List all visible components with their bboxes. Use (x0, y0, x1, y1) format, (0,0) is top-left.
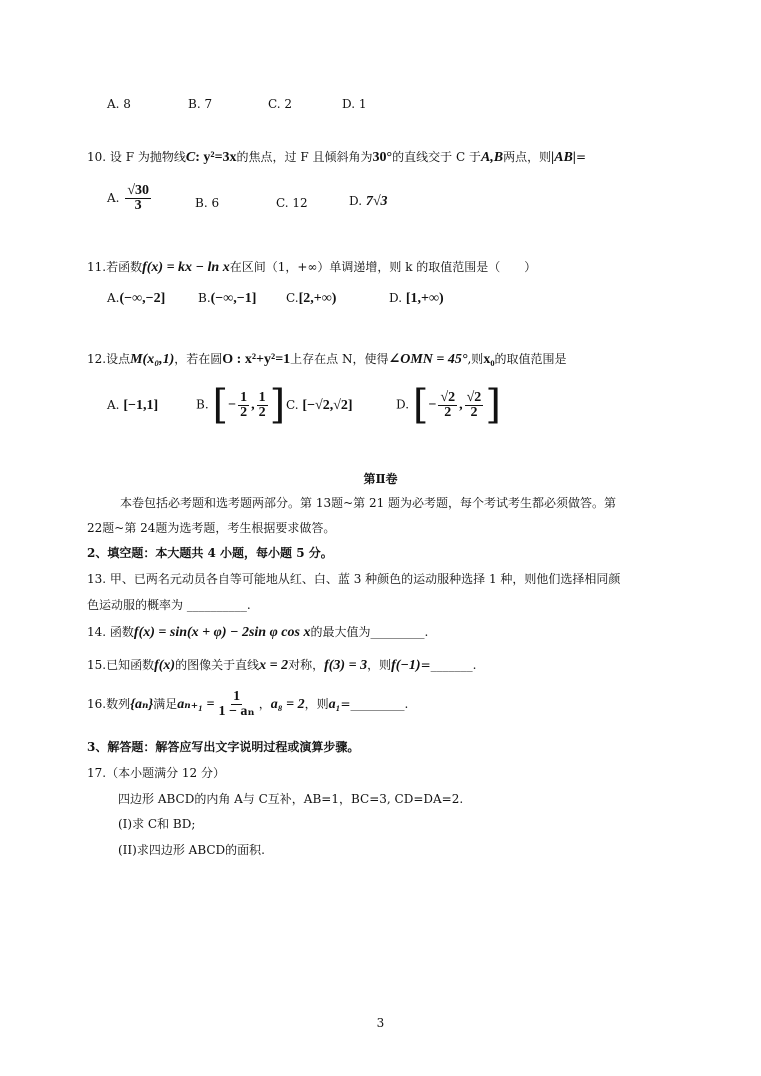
q12-option-c-label: C. (286, 398, 299, 412)
q15-mid1: 的图像关于直线 (175, 658, 260, 672)
q16-numerator: 1 (233, 689, 241, 704)
q11-option-a-value: (−∞,−2] (119, 291, 166, 306)
question-11-stem (87, 259, 536, 276)
q14-function: f(x) = sin(x + φ) − 2sin φ cos x (133, 625, 311, 640)
q16-mid3: ，则 (304, 697, 329, 711)
q15-ask: f(−1) (391, 658, 421, 673)
q12-option-d-frac1-num: √2 (440, 389, 456, 405)
q10-option-b: B. 6 (195, 196, 220, 210)
q15-mid3: ，则 (367, 658, 392, 672)
q12-option-b-frac2 (257, 391, 268, 420)
question-17-title: 17.（本小题满分 12 分） (87, 766, 225, 780)
question-17-stem: 四边形 ABCD的内角 A与 C互补，AB=1，BC=3, CD=DA=2. (118, 792, 464, 806)
q15-suffix: =_______. (420, 658, 477, 672)
q15-line-eq: x = 2 (259, 658, 289, 673)
page-number: 3 (376, 1016, 385, 1030)
q12-option-a-value: [−1,1] (123, 398, 159, 413)
q12-option-b-label: B. (196, 397, 209, 412)
q10-option-a-denominator: 3 (134, 198, 142, 213)
q12-mid3: ,则 (467, 352, 484, 366)
q12-option-b-minus: − (228, 397, 237, 413)
q12-option-b-frac1 (238, 391, 249, 420)
question-13-line-1: 13. 甲、已两名元动员各自等可能地从红、白、蓝 3 种颜色的运动服种选择 1 种，则他们选择相同颜 (87, 572, 621, 586)
q10-option-d (349, 193, 388, 210)
q15-mid2: 对称， (288, 658, 325, 672)
question-13-line-2: 色运动服的概率为 __________. (87, 598, 251, 612)
q16-fraction (216, 690, 256, 719)
q15-prefix: 15.已知函数 (87, 658, 155, 672)
q11-option-c-value: [2,+∞) (298, 291, 337, 306)
q16-prefix: 16.数列 (87, 697, 131, 711)
q12-option-b-frac2-num: 1 (258, 389, 266, 405)
question-14 (87, 624, 428, 641)
q10-mid1: 的焦点，过 F 且倾斜角为 (236, 150, 373, 164)
q16-ask: a₁ (328, 697, 341, 712)
q10-option-a-label: A. (107, 191, 120, 205)
q12-option-d-comma: , (459, 397, 463, 413)
q10-prefix: 10. 设 F 为抛物线 (87, 150, 186, 164)
question-12-stem (87, 351, 567, 368)
q12-option-a (107, 397, 158, 414)
q10-abs: |AB| (551, 150, 576, 165)
q11-option-a (107, 290, 165, 307)
q10-mid2: 的直线交于 C 于 (392, 150, 481, 164)
q16-mid1: 满足 (153, 697, 178, 711)
q12-option-d-right-bracket: ] (485, 382, 501, 428)
q16-lhs: aₙ₊₁ = (177, 697, 215, 712)
q12-circle: O : x²+y²=1 (222, 352, 291, 367)
q12-option-b-right-bracket: ] (269, 382, 286, 428)
q16-denominator: 1 − aₙ (218, 704, 255, 719)
q11-option-b-label: B. (198, 291, 211, 305)
q11-option-c-label: C. (286, 291, 299, 305)
part-2-intro-line-1: 本卷包括必考题和选考题两部分。第 13题~第 21 题为必考题，每个考试考生都必须做答。第 (120, 496, 617, 510)
q12-mid1: ，若在圆 (174, 352, 223, 366)
q11-prefix: 11.若函数 (87, 260, 143, 274)
question-10-stem (87, 149, 586, 166)
part-2-intro-line-2: 22题~第 24题为选考题，考生根据要求做答。 (87, 521, 336, 535)
q12-option-d-frac2-den: 2 (470, 404, 478, 420)
q12-option-d-frac2-num: √2 (466, 389, 482, 405)
q12-angle: ∠OMN = 45° (388, 352, 468, 367)
question-17-part-1: (I)求 C和 BD; (118, 817, 196, 831)
q10-curve-name: C (185, 150, 196, 165)
q11-mid: 在区间（1，+∞）单调递增，则 k 的取值范围是（ ） (229, 260, 537, 274)
q9-option-c: C. 2 (268, 97, 293, 111)
q10-option-d-value: 7√3 (365, 194, 388, 209)
q14-suffix: 的最大值为_________. (310, 625, 429, 639)
q12-option-b-frac2-den: 2 (258, 404, 266, 420)
q16-condition: a₈ = 2 (270, 697, 305, 712)
q15-value: f(3) = 3 (324, 658, 368, 673)
q12-option-b-comma: , (251, 397, 255, 413)
q16-suffix: =_________. (340, 697, 409, 711)
q11-option-d-label: D. (389, 291, 403, 305)
q12-option-d-left-bracket: [ (412, 382, 429, 428)
q12-var: x₀ (483, 352, 495, 367)
q12-option-c (286, 397, 353, 414)
q9-option-d: D. 1 (342, 97, 367, 111)
q16-sequence: {aₙ} (130, 697, 154, 712)
q11-option-d (389, 290, 444, 307)
q11-option-d-value: [1,+∞) (405, 291, 444, 306)
q10-option-a-numerator: √30 (127, 183, 149, 198)
q12-option-b (196, 382, 286, 428)
q12-option-d-minus: − (428, 397, 437, 413)
section-3-heading: 3、解答题：解答应写出文字说明过程或演算步骤。 (87, 740, 360, 754)
q12-prefix: 12.设点 (87, 352, 131, 366)
q12-option-d-frac1-den: 2 (444, 404, 452, 420)
q11-function: f(x) = kx − ln x (142, 260, 230, 275)
q11-option-b-value: (−∞,−1] (210, 291, 257, 306)
q9-option-b: B. 7 (188, 97, 213, 111)
q16-mid2: ， (258, 697, 271, 711)
q10-mid3: 两点，则 (503, 150, 552, 164)
q12-option-b-frac1-num: 1 (240, 389, 248, 405)
q12-option-b-frac1-den: 2 (240, 404, 248, 420)
section-2-heading: 2、填空题：本大题共 4 小题，每小题 5 分。 (87, 546, 333, 560)
q10-option-d-label: D. (349, 194, 363, 208)
q10-option-a (107, 184, 153, 213)
q12-option-d-label: D. (396, 397, 410, 412)
q10-option-a-fraction (125, 184, 151, 213)
q15-function: f(x) (154, 658, 176, 673)
part-2-title: 第Ⅱ卷 (363, 472, 398, 486)
q10-suffix: = (575, 150, 587, 164)
q12-point: M(x₀,1) (130, 352, 175, 367)
q12-option-d (396, 382, 501, 428)
q12-option-d-frac1 (438, 391, 457, 420)
q11-option-b (198, 290, 256, 307)
q10-option-c: C. 12 (276, 196, 308, 210)
question-15 (87, 657, 476, 674)
question-16 (87, 690, 408, 719)
q11-option-c (286, 290, 336, 307)
q12-option-a-label: A. (107, 398, 120, 412)
q12-suffix: 的取值范围是 (494, 352, 567, 366)
q9-option-a: A. 8 (107, 97, 131, 111)
q10-angle: 30° (372, 150, 393, 165)
q12-option-d-frac2 (465, 391, 484, 420)
q11-option-a-label: A. (107, 291, 120, 305)
q12-mid2: 上存在点 N，使得 (290, 352, 389, 366)
q10-curve-eq: : y²=3x (195, 150, 237, 165)
q12-option-c-value: [−√2,√2] (302, 398, 353, 413)
question-17-part-2: (II)求四边形 ABCD的面积. (118, 843, 265, 857)
q10-points: A,B (480, 150, 504, 165)
q14-prefix: 14. 函数 (87, 625, 134, 639)
q12-option-b-left-bracket: [ (212, 382, 229, 428)
